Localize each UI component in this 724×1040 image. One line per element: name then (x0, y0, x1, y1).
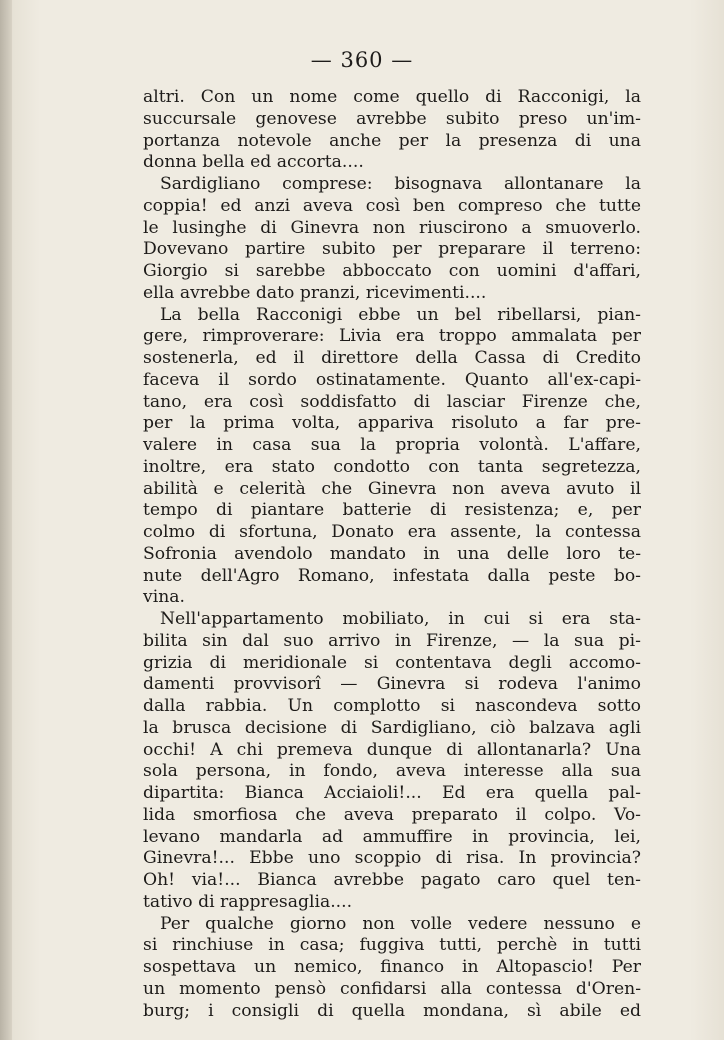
text-line: faceva il sordo ostinatamente. Quanto all'ex-capi- (143, 369, 641, 390)
text-line: abilità e celerità che Ginevra non aveva avuto il (143, 478, 641, 499)
text-line: sospettava un nemico, financo in Altopascio! Per (143, 957, 641, 977)
text-line: burg; i consigli di quella mondana, sì abile ed (143, 1000, 641, 1021)
text-line: colmo di sfortuna, Donato era assente, la contessa (143, 522, 641, 542)
text-line: Dovevano partire subito per preparare il terreno: (143, 239, 641, 260)
page-binding-edge (0, 0, 12, 1040)
text-line: per la prima volta, appariva risoluto a far pre- (143, 413, 641, 434)
text-line: succursale genovese avrebbe subito preso un'im- (143, 108, 641, 129)
text-line: sostenerla, ed il direttore della Cassa di Credito (143, 348, 641, 368)
paragraph (143, 914, 641, 1023)
text-line: occhi! A chi premeva dunque di allontanarla? Una (143, 739, 641, 760)
text-line: damenti provvisorî — Ginevra si rodeva l'animo (143, 674, 641, 695)
text-line: un momento pensò confidarsi alla contessa d'Oren- (143, 978, 641, 999)
text-line: tempo di piantare batterie di resistenza; e, per (143, 500, 641, 521)
page-number: — 360 — (310, 48, 414, 72)
text-line: nute dell'Agro Romano, infestata dalla peste bo- (143, 565, 641, 586)
text-line: dalla rabbia. Un complotto si nascondeva sotto (143, 696, 641, 716)
text-line: dipartita: Bianca Acciaioli!... Ed era quella pal- (143, 783, 641, 803)
text-line: Ginevra!... Ebbe uno scoppio di risa. In provincia? (143, 848, 641, 869)
text-line: Per qualche giorno non volle vedere nessuno e (160, 913, 641, 934)
text-line: inoltre, era stato condotto con tanta segretezza, (143, 456, 641, 477)
text-line: donna bella ed accorta.... (143, 152, 364, 173)
text-line: portanza notevole anche per la presenza di una (143, 130, 641, 151)
text-line: ella avrebbe dato pranzi, ricevimenti.... (143, 282, 487, 303)
text-line: sola persona, in fondo, aveva interesse alla sua (143, 761, 641, 782)
text-line: valere in casa sua la propria volontà. L'affare, (143, 435, 641, 455)
text-line: Nell'appartamento mobiliato, in cui si era sta- (160, 609, 641, 629)
text-line: gere, rimproverare: Livia era troppo ammalata per (143, 326, 641, 347)
text-line: La bella Racconigi ebbe un bel ribellarsi, pian- (160, 304, 641, 325)
text-line: levano mandarla ad ammuffire in provincia, lei, (143, 826, 641, 847)
text-line: lida smorfiosa che aveva preparato il colpo. Vo- (143, 804, 641, 825)
text-line: vina. (143, 587, 185, 608)
text-line: grizia di meridionale si contentava degli accomo- (143, 652, 641, 673)
body-text (143, 87, 641, 1022)
text-line: la brusca decisione di Sardigliano, ciò balzava agli (143, 717, 641, 738)
text-line: bilita sin dal suo arrivo in Firenze, — la sua pi- (143, 630, 641, 651)
text-line: le lusinghe di Ginevra non riuscirono a smuoverlo. (143, 217, 641, 238)
paragraph (143, 174, 641, 305)
text-line: Giorgio si sarebbe abboccato con uomini d'affari, (143, 261, 641, 281)
text-line: Sardigliano comprese: bisognava allontanare la (160, 174, 641, 194)
text-line: Oh! via!... Bianca avrebbe pagato caro quel ten- (143, 870, 641, 890)
paragraph (143, 305, 641, 610)
text-line: altri. Con un nome come quello di Racconigi, la (143, 87, 641, 107)
text-line: coppia! ed anzi aveva così ben compreso che tutte (143, 195, 641, 216)
text-line: Sofronia avendolo mandato in una delle loro te- (143, 543, 641, 564)
text-line: tano, era così soddisfatto di lasciar Firenze che, (143, 391, 641, 412)
paragraph (143, 87, 641, 174)
text-line: tativo di rappresaglia.... (143, 891, 353, 912)
paragraph (143, 609, 641, 914)
text-line: si rinchiuse in casa; fuggiva tutti, perchè in tutti (143, 935, 641, 956)
